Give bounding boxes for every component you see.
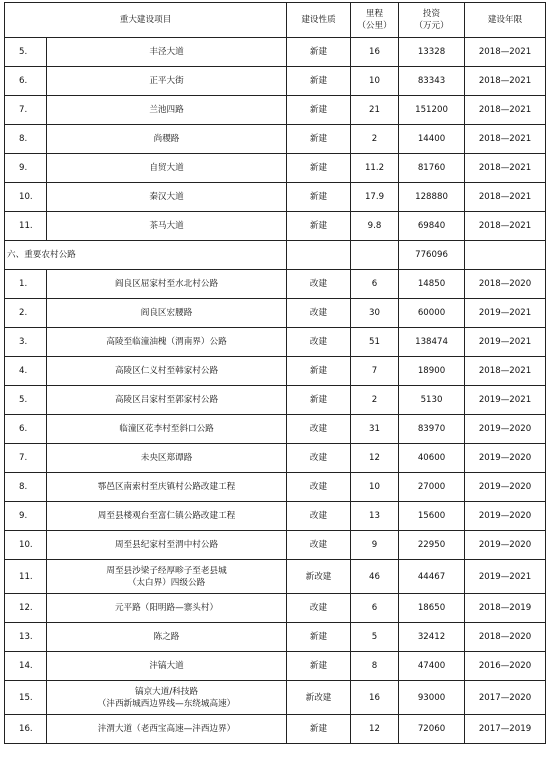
table-header-row (5, 3, 546, 38)
row-number: 14. (5, 652, 47, 681)
row-project-name: 丰泾大道 (47, 38, 287, 67)
row-nature: 改建 (287, 415, 351, 444)
table-row (5, 96, 546, 125)
row-nature: 新建 (287, 96, 351, 125)
table-row (5, 473, 546, 502)
row-mileage: 10 (351, 473, 399, 502)
section-b (5, 241, 546, 270)
row-years: 2018—2021 (465, 357, 546, 386)
header-mileage-line2: （公里） (357, 21, 392, 31)
row-number: 10. (5, 531, 47, 560)
row-project-name: 沣镐大道 (47, 652, 287, 681)
table-row (5, 328, 546, 357)
row-mileage: 6 (351, 594, 399, 623)
row-investment: 27000 (399, 473, 465, 502)
row-number: 1. (5, 270, 47, 299)
table-row (5, 38, 546, 67)
row-years: 2016—2020 (465, 652, 546, 681)
row-name-line1: 镐京大道/科技路 (134, 686, 199, 697)
row-number: 16. (5, 715, 47, 744)
row-mileage: 13 (351, 502, 399, 531)
row-investment: 22950 (399, 531, 465, 560)
row-years: 2019—2021 (465, 299, 546, 328)
row-nature: 新建 (287, 652, 351, 681)
rows-a (5, 38, 546, 241)
row-mileage: 12 (351, 715, 399, 744)
row-16-body (5, 715, 546, 744)
row-project-name: 周至县楼观台至富仁镇公路改建工程 (47, 502, 287, 531)
row-mileage: 7 (351, 357, 399, 386)
row-project-name: 茶马大道 (47, 212, 287, 241)
row-mileage: 16 (351, 681, 399, 715)
row-years: 2019—2021 (465, 560, 546, 594)
row-project-name (47, 560, 287, 594)
row-nature: 新建 (287, 357, 351, 386)
row-name-line2: （沣西新城西边界线—东绕城高速） (97, 698, 236, 709)
row-years: 2018—2019 (465, 594, 546, 623)
row-mileage: 30 (351, 299, 399, 328)
row-investment: 128880 (399, 183, 465, 212)
row-nature: 新建 (287, 67, 351, 96)
row-mileage: 21 (351, 96, 399, 125)
row-mileage: 8 (351, 652, 399, 681)
row-investment: 151200 (399, 96, 465, 125)
row-nature: 改建 (287, 594, 351, 623)
row-investment: 83343 (399, 67, 465, 96)
row-years: 2019—2020 (465, 444, 546, 473)
row-mileage: 2 (351, 386, 399, 415)
row-number: 3. (5, 328, 47, 357)
row-mileage: 9 (351, 531, 399, 560)
row-number: 5. (5, 38, 47, 67)
table-row (5, 594, 546, 623)
row-nature: 新建 (287, 623, 351, 652)
row-mileage: 51 (351, 328, 399, 357)
row-years: 2018—2020 (465, 623, 546, 652)
row-project-name (47, 681, 287, 715)
row-years: 2019—2020 (465, 502, 546, 531)
row-mileage: 46 (351, 560, 399, 594)
row-nature: 改建 (287, 270, 351, 299)
table-row (5, 299, 546, 328)
row-investment: 72060 (399, 715, 465, 744)
row-project-name: 自贸大道 (47, 154, 287, 183)
row-years: 2017—2020 (465, 681, 546, 715)
row-investment: 93000 (399, 681, 465, 715)
rows-b (5, 270, 546, 560)
row-nature: 新建 (287, 38, 351, 67)
row-nature: 新建 (287, 715, 351, 744)
row-nature: 改建 (287, 531, 351, 560)
header-invest-line1: 投资 (422, 9, 441, 19)
table-row (5, 444, 546, 473)
row-investment: 69840 (399, 212, 465, 241)
table-row (5, 270, 546, 299)
row-number: 5. (5, 386, 47, 415)
project-table (4, 2, 546, 744)
table-row (5, 531, 546, 560)
row-name-line2: （太白界）四级公路 (127, 577, 206, 588)
row-years: 2018—2021 (465, 96, 546, 125)
table-row (5, 623, 546, 652)
row-years: 2019—2020 (465, 473, 546, 502)
rows-c (5, 594, 546, 681)
row-nature: 改建 (287, 444, 351, 473)
row-years: 2019—2021 (465, 386, 546, 415)
row-15-body (5, 681, 546, 715)
row-years: 2019—2021 (465, 328, 546, 357)
row-investment: 47400 (399, 652, 465, 681)
row-project-name: 阎良区屈家村至水北村公路 (47, 270, 287, 299)
table-row (5, 681, 546, 715)
row-number: 8. (5, 125, 47, 154)
row-project-name: 元平路（阳明路—寨头村） (47, 594, 287, 623)
row-number: 7. (5, 444, 47, 473)
row-project-name: 沣渭大道（老西宝高速—沣西边界） (47, 715, 287, 744)
table-row (5, 386, 546, 415)
row-investment: 14850 (399, 270, 465, 299)
row-number: 13. (5, 623, 47, 652)
row-nature: 新建 (287, 212, 351, 241)
table-row (5, 154, 546, 183)
row-number: 6. (5, 415, 47, 444)
row-mileage: 5 (351, 623, 399, 652)
row-investment: 13328 (399, 38, 465, 67)
row-investment: 138474 (399, 328, 465, 357)
row-years: 2018—2021 (465, 154, 546, 183)
row-project-name: 未央区郑谭路 (47, 444, 287, 473)
row-investment: 40600 (399, 444, 465, 473)
row-years: 2018—2021 (465, 183, 546, 212)
row-mileage: 17.9 (351, 183, 399, 212)
row-investment: 18650 (399, 594, 465, 623)
row-mileage: 16 (351, 38, 399, 67)
row-investment: 44467 (399, 560, 465, 594)
row-nature: 改建 (287, 473, 351, 502)
row-investment: 15600 (399, 502, 465, 531)
row-project-name: 周至县纪家村至渭中村公路 (47, 531, 287, 560)
row-nature: 新建 (287, 154, 351, 183)
row-number: 8. (5, 473, 47, 502)
row-years: 2019—2020 (465, 531, 546, 560)
header-nature: 建设性质 (287, 3, 351, 38)
table-row (5, 715, 546, 744)
row-project-name: 阎良区宏腰路 (47, 299, 287, 328)
row-nature: 新改建 (287, 560, 351, 594)
table-row (5, 183, 546, 212)
row-number: 11. (5, 212, 47, 241)
row-investment: 14400 (399, 125, 465, 154)
row-number: 10. (5, 183, 47, 212)
row-years: 2018—2020 (465, 270, 546, 299)
row-investment: 60000 (399, 299, 465, 328)
header-mileage (351, 3, 399, 38)
row-number: 2. (5, 299, 47, 328)
row-investment: 5130 (399, 386, 465, 415)
row-number: 9. (5, 154, 47, 183)
row-number: 4. (5, 357, 47, 386)
table-row (5, 502, 546, 531)
row-years: 2018—2021 (465, 125, 546, 154)
row-mileage: 10 (351, 67, 399, 96)
header-years: 建设年限 (465, 3, 546, 38)
row-mileage: 11.2 (351, 154, 399, 183)
row-nature: 新建 (287, 386, 351, 415)
row-project-name: 高陵区吕家村至郭家村公路 (47, 386, 287, 415)
row-years: 2018—2021 (465, 67, 546, 96)
section-row (5, 241, 546, 270)
row-mileage: 6 (351, 270, 399, 299)
row-number: 6. (5, 67, 47, 96)
row-project-name: 高陵区仁义村至韩家村公路 (47, 357, 287, 386)
section-years (465, 241, 546, 270)
row-nature: 改建 (287, 502, 351, 531)
row-project-name: 正平大街 (47, 67, 287, 96)
row-project-name: 鄠邑区南索村至庆镇村公路改建工程 (47, 473, 287, 502)
row-number: 7. (5, 96, 47, 125)
row-years: 2019—2020 (465, 415, 546, 444)
header-project: 重大建设项目 (5, 3, 287, 38)
table-row (5, 415, 546, 444)
row-project-name: 临潼区花李村至斜口公路 (47, 415, 287, 444)
table-row (5, 125, 546, 154)
table-row (5, 652, 546, 681)
row-number: 11. (5, 560, 47, 594)
row-project-name: 兰池四路 (47, 96, 287, 125)
section-invest: 776096 (399, 241, 465, 270)
section-km (351, 241, 399, 270)
row-investment: 32412 (399, 623, 465, 652)
table-row (5, 67, 546, 96)
table-row (5, 212, 546, 241)
row-number: 15. (5, 681, 47, 715)
row-investment: 81760 (399, 154, 465, 183)
section-nature (287, 241, 351, 270)
row-investment: 18900 (399, 357, 465, 386)
row-number: 12. (5, 594, 47, 623)
row-nature: 改建 (287, 328, 351, 357)
row-project-name: 秦汉大道 (47, 183, 287, 212)
row-nature: 新改建 (287, 681, 351, 715)
table-row (5, 560, 546, 594)
row-years: 2018—2021 (465, 212, 546, 241)
row-years: 2018—2021 (465, 38, 546, 67)
row-investment: 83970 (399, 415, 465, 444)
row-name-line1: 周至县沙梁子经厚畛子至老县城 (106, 565, 227, 576)
header-invest-line2: （万元） (414, 21, 449, 31)
row-nature: 改建 (287, 299, 351, 328)
row-mileage: 2 (351, 125, 399, 154)
row-project-name: 尚稷路 (47, 125, 287, 154)
row-mileage: 31 (351, 415, 399, 444)
row-11-body (5, 560, 546, 594)
row-mileage: 9.8 (351, 212, 399, 241)
row-years: 2017—2019 (465, 715, 546, 744)
header-mileage-line1: 里程 (365, 9, 384, 19)
row-mileage: 12 (351, 444, 399, 473)
project-table-container (4, 2, 546, 744)
header-investment (399, 3, 465, 38)
row-number: 9. (5, 502, 47, 531)
row-project-name: 陈之路 (47, 623, 287, 652)
row-nature: 新建 (287, 183, 351, 212)
section-title: 六、重要农村公路 (5, 241, 287, 270)
row-project-name: 高陵至临潼油槐（渭南界）公路 (47, 328, 287, 357)
row-nature: 新建 (287, 125, 351, 154)
table-row (5, 357, 546, 386)
